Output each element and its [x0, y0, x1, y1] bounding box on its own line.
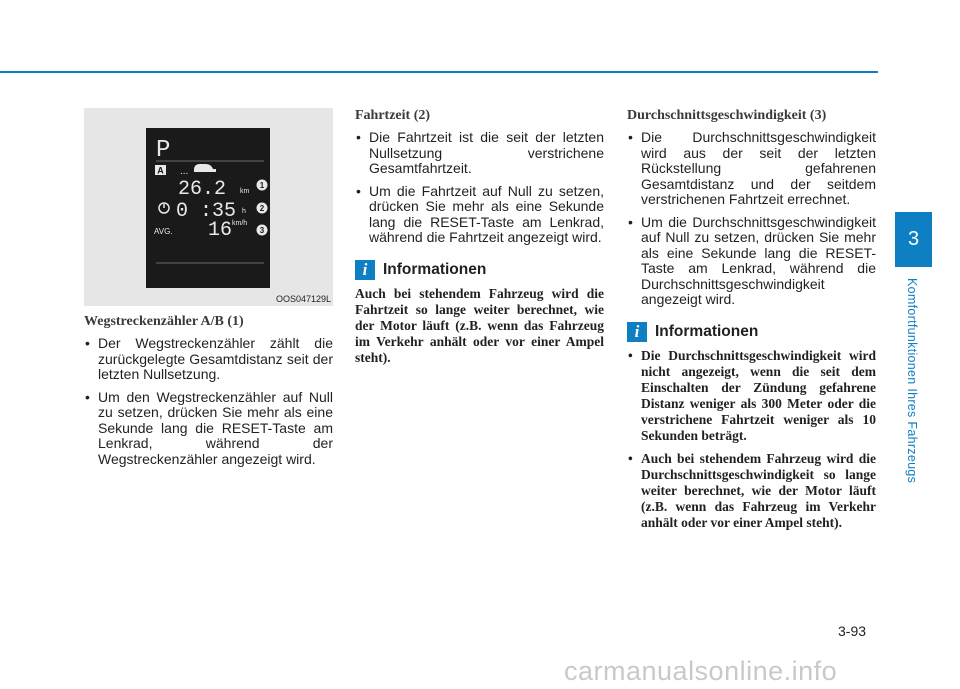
list-item: • Der Wegstreckenzähler zählt die zurückgelegte Gesamtdistanz seit der letzten Nullsetzung.	[84, 336, 333, 383]
column-2	[355, 108, 604, 366]
info-icon: i	[627, 322, 647, 342]
distance-value: 26.2	[178, 178, 227, 201]
info-title: Informationen	[383, 260, 487, 278]
list-item: • Die Durchschnittsgeschwindigkeit wird aus der seit der letzten Rückstellung gefahrenen Gesamtdistanz und der seitdem verstrichenen Fahrtzeit errechnet.	[627, 130, 876, 208]
svg-text:...: ...	[180, 166, 189, 177]
cluster-figure	[84, 108, 333, 306]
callout-2: 2	[259, 204, 265, 213]
info-title: Informationen	[655, 322, 759, 340]
gear-indicator: P	[156, 137, 171, 164]
chapter-title: Komfortfunktionen Ihres Fahrzeugs	[905, 278, 919, 484]
watermark: carmanualsonline.info	[564, 656, 838, 686]
page-number: 3-93	[838, 623, 867, 639]
info-icon: i	[355, 260, 375, 280]
info-box-header	[355, 260, 604, 280]
cluster-display	[146, 128, 270, 288]
avg-label: AVG.	[154, 227, 173, 236]
list-item: • Auch bei stehendem Fahrzeug wird die Durchschnittsgeschwindigkeit so lange weiter berechnet, wie der Motor läuft (z.B. wenn das Fahrzeug im Verkehr anhält oder vor einer Ampel steht).	[627, 451, 876, 531]
list-item: • Um die Fahrtzeit auf Null zu setzen, drücken Sie mehr als eine Sekunde lang die RESET-Taste am Lenkrad, während die Fahrtzeit angezeigt wird.	[355, 184, 604, 246]
average-speed-list	[627, 130, 876, 308]
section-heading-drive-time: Fahrtzeit (2)	[355, 108, 431, 123]
list-item: • Die Durchschnittsgeschwindigkeit wird nicht angezeigt, wenn die seit dem Einschalten der Zündung gefahrene Distanz weniger als 300 Meter oder die verstrichene Fahrtzeit weniger als 10 Sekunden beträgt.	[627, 348, 876, 444]
speed-unit: km/h	[232, 220, 248, 227]
info-box-header	[627, 322, 876, 342]
drive-time-list	[355, 130, 604, 246]
info-list	[627, 348, 876, 531]
callout-1: 1	[259, 181, 265, 190]
column-3	[627, 108, 876, 538]
speed-value: 16	[208, 219, 233, 242]
list-item: • Die Fahrtzeit ist die seit der letzten Nullsetzung verstrichene Gesamtfahrtzeit.	[355, 130, 604, 177]
trip-meter-list	[84, 336, 333, 467]
info-text: Auch bei stehendem Fahrzeug wird die Fahrtzeit so lange weiter berechnet, wie der Motor läuft (z.B. wenn das Fahrzeug im Verkehr anhält oder vor einer Ampel steht).	[355, 285, 604, 365]
chapter-tab: 3	[895, 212, 932, 267]
distance-unit: km	[240, 188, 250, 195]
list-item: • Um den Wegstreckenzähler auf Null zu setzen, drücken Sie mehr als eine Sekunde lang die RESET-Taste am Lenkrad, während der Wegstreckenzähler angezeigt wird.	[84, 390, 333, 468]
time-unit: h	[242, 208, 246, 215]
figure-code: OOS047129L	[275, 294, 331, 304]
column-1	[84, 108, 333, 474]
list-item: • Um die Durchschnittsgeschwindigkeit auf Null zu setzen, drücken Sie mehr als eine Sekunde lang die RESET-Taste am Lenkrad, während die Durchschnittsgeschwindigkeit angezeigt wird.	[627, 215, 876, 308]
section-heading-average-speed: Durchschnittsgeschwindigkeit (3)	[627, 108, 827, 123]
trip-mode-badge: A	[157, 165, 164, 176]
callout-3: 3	[259, 226, 265, 235]
time-value: 0 :35	[176, 200, 237, 223]
section-heading-trip-meter: Wegstreckenzähler A/B (1)	[84, 314, 244, 329]
header-rule	[0, 71, 878, 73]
